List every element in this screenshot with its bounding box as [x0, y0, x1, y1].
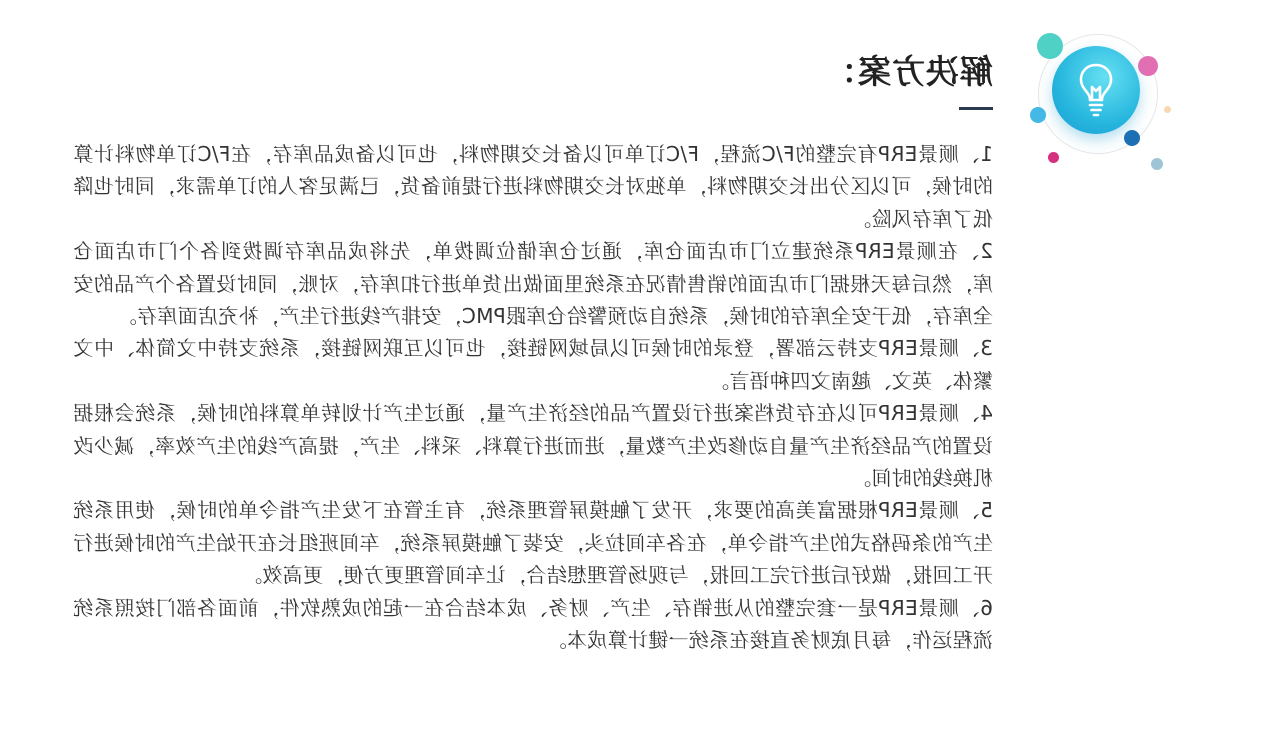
decor-dot-magenta — [1048, 152, 1059, 163]
solution-text — [73, 138, 993, 657]
solution-item-3: 3、顺景ERP支持云部署，登录的时候可以局域网链接，也可以互联网链接，系统支持中文简体、中文繁体、英文、越南文四种语言。 — [73, 336, 993, 393]
decor-dot-teal — [1037, 33, 1063, 59]
lightbulb-icon — [1077, 62, 1115, 118]
decor-dot-grey — [1151, 158, 1163, 170]
solution-item-5: 5、顺景ERP根据富美高的要求，开发了触摸屏管理系统，有主管在下发生产指令单的时候，使用系统生产的条码格式的生产指令单，在各车间拉头，安装了触摸屏系统，车间班组长在开始生产的时候进行开工回报，做好后进行完工回报，与现场管理想结合，让车间管理更方便，更高效。 — [73, 498, 993, 588]
decor-dot-peach — [1164, 106, 1171, 113]
decor-dot-lightblue — [1030, 107, 1046, 123]
solution-item-6: 6、顺景ERP是一套完整的从进销存、生产、财务、成本结合在一起的成熟软件，前面各部门按照系统流程运作，每月底财务直接在系统一键计算成本。 — [73, 595, 993, 653]
solution-item-4: 4、顺景ERP可以在存货档案进行设置产品的经济生产量，通过生产计划转单算料的时候，系统会根据设置的产品经济生产量自动修改生产数量，进而进行算料、采料、生产，提高产线的生产效率，减少改机换线的时间。 — [73, 401, 993, 491]
decor-dot-navy — [1124, 130, 1140, 146]
decor-dot-pink — [1138, 56, 1158, 76]
solution-item-1: 1、顺景ERP有完整的F/C流程，F/C订单可以备长交期物料，也可以备成品库存，在F/C订单物料计算的时候，可以区分出长交期物料，单独对长交期物料进行提前备货，已满足客人的订单需求，同时也降低了库存风险。 — [73, 142, 993, 231]
title-underline — [959, 107, 993, 110]
solution-item-2: 2、在顺景ERP系统建立门市店面仓库，通过仓库储位调拨单，先将成品库存调拨到各个门市店面仓库，然后每天根据门市店面的销售情况在系统里面做出货单进行扣库存，对账，同时设置各个产品的安全库存，低于安全库存的时候，系统自动预警给仓库跟PMC，安排产线进行生产，补充店面库存。 — [73, 239, 993, 329]
page-title: 解决方案： — [823, 52, 993, 91]
